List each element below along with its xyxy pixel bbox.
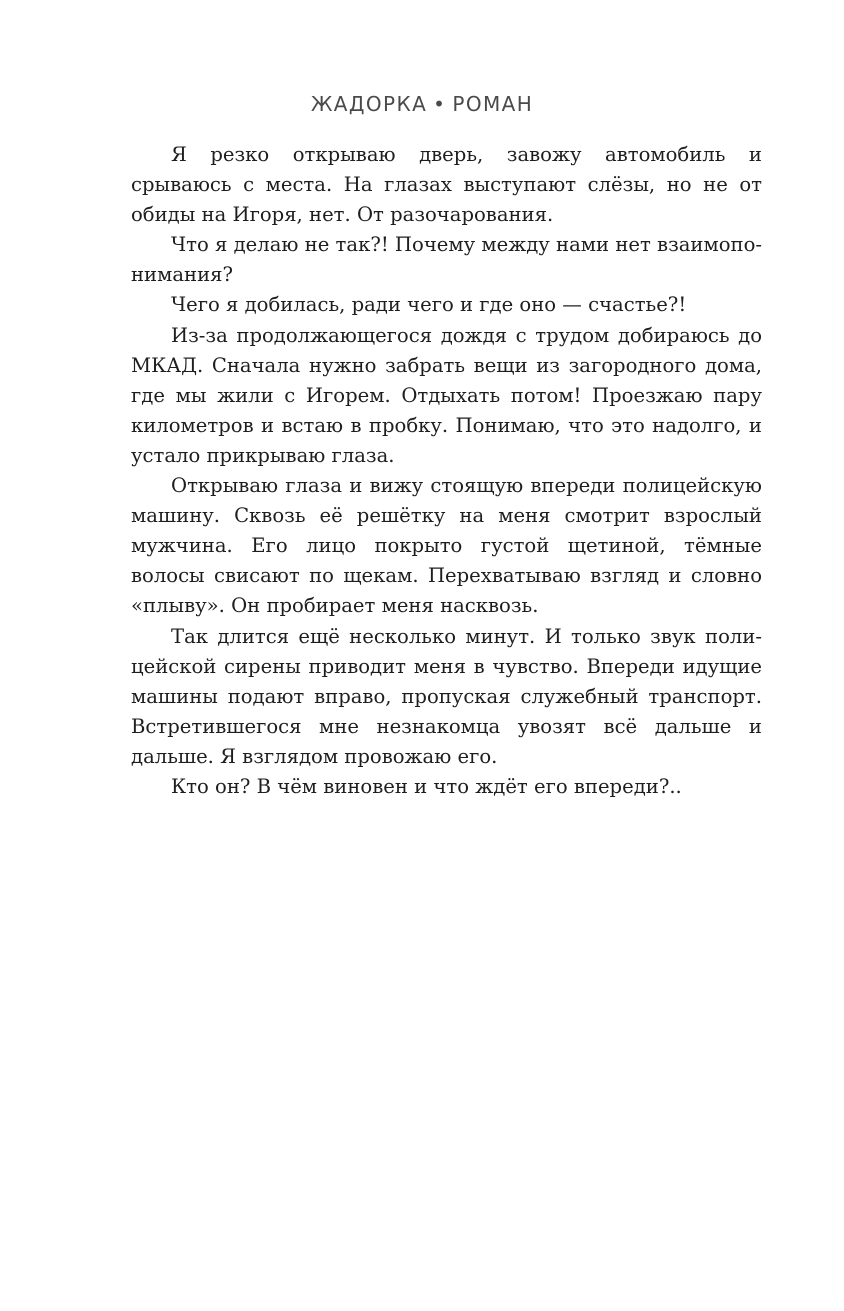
running-header xyxy=(0,88,844,120)
paragraph: Я резко открываю дверь, завожу автомобиль и срываюсь с места. На глазах выступают слёзы, но не от обиды на Игоря, нет. От разочарования. xyxy=(131,143,762,227)
header-genre: РОМАН xyxy=(452,92,534,116)
header-author: ЖАДОРКА xyxy=(310,92,428,116)
paragraph: Кто он? В чём виновен и что ждёт его впереди?.. xyxy=(171,774,682,798)
header-separator: • xyxy=(433,92,447,116)
paragraph: Так длится ещё несколько минут. И только звук полицейской сирены приводит меня в чувство. Впереди идущие машины подают вправо, пропуская служебный транспорт. Встретившегося мне незнакомца увозят всё дальше и дальше. Я взглядом провожаю его. xyxy=(131,624,762,768)
paragraph: Из-за продолжающегося дождя с трудом добираюсь до МКАД. Сначала нужно забрать вещи из загородного дома, где мы жили с Игорем. Отдыхать потом! Проезжаю пару километров и встаю в пробку. Понимаю, что это надолго, и устало прикрываю глаза. xyxy=(131,323,762,467)
body-text xyxy=(131,140,762,802)
paragraph: Открываю глаза и вижу стоящую впереди полицейскую машину. Сквозь её решётку на меня смотрит взрослый мужчина. Его лицо покрыто густой щетиной, тёмные волосы свисают по щекам. Перехватываю взгляд и словно «плыву». Он пробирает меня насквозь. xyxy=(131,474,762,618)
paragraph: Чего я добилась, ради чего и где оно — счастье?! xyxy=(171,293,687,317)
paragraph: Что я делаю не так?! Почему между нами нет взаимопонимания? xyxy=(131,233,763,287)
